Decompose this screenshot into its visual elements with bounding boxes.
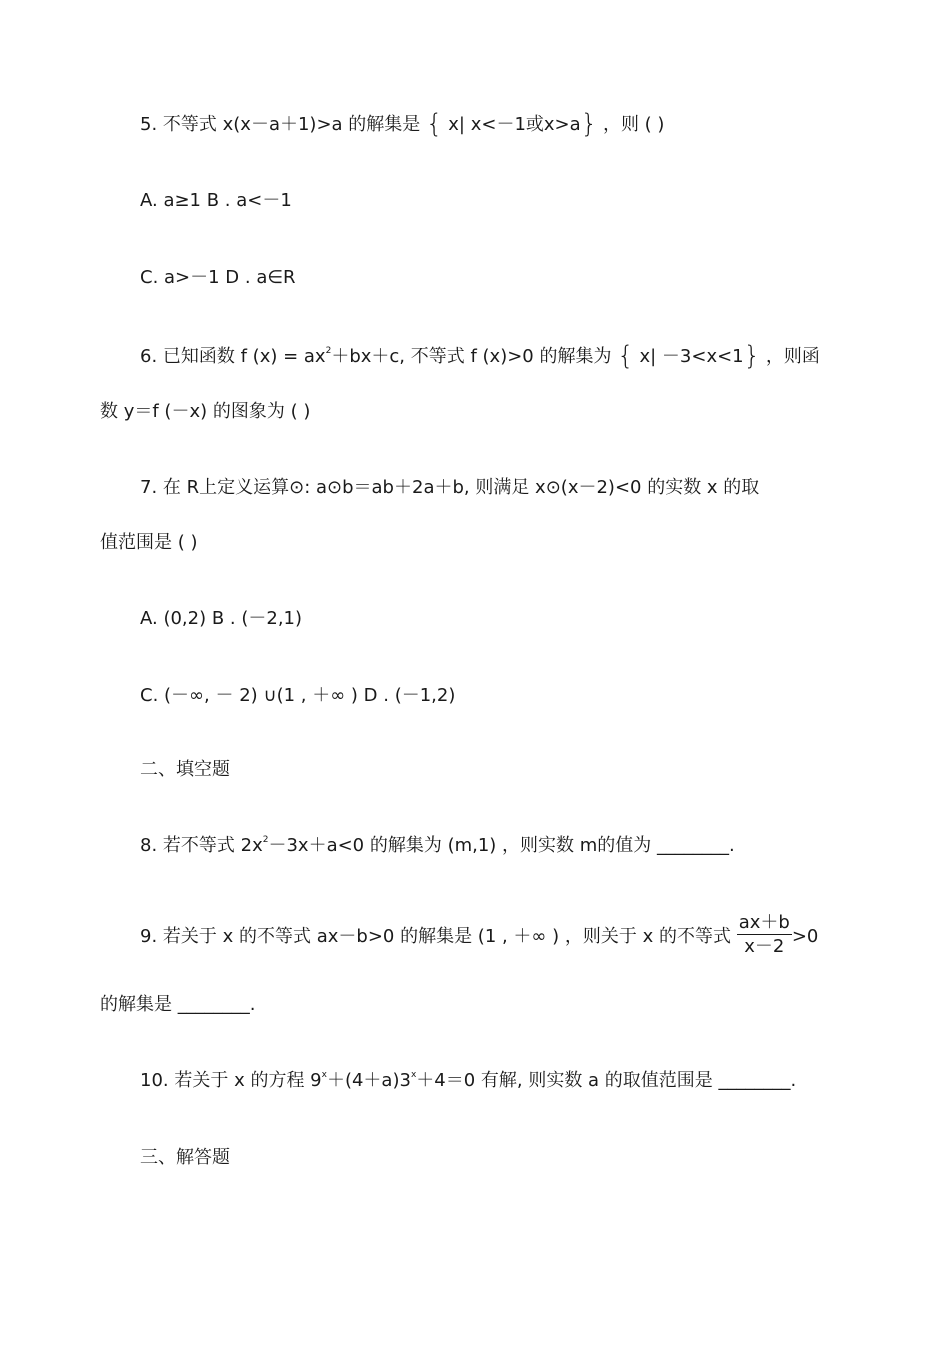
q9-stem: 9. 若关于 x 的不等式 ax－b>0 的解集是 (1 , ＋∞ ) ，则关于 x 的不等式 $\frac{ax+b}{x-2}$ >0 (140, 912, 819, 957)
q10-stem: 10. 若关于 x 的方程 $9^x+(4+a)3^x+4=0$ 有解, 则实数 a 的取值范围是 ________. (140, 1070, 797, 1091)
q5-stem: 5. 不等式 x(x－a＋1)>a 的解集是 { x| x<－1或x>a} ，则 ( ) (140, 109, 665, 139)
brace-open: { (426, 109, 443, 139)
section-heading-answer: 三、解答题 (140, 1147, 230, 1168)
q7-stem-line2: 值范围是 ( ) (100, 532, 198, 553)
q7-stem: 7. 在 R上定义运算⊙: a⊙b＝ab＋2a＋b, 则满足 x⊙(x－2)<0 的实数 x 的取 (140, 477, 760, 498)
brace-open: { (617, 341, 634, 371)
q7-options-ab: A. (0,2) B . (－2,1) (140, 608, 303, 629)
q7-options-cd: C. (－∞, － 2) ∪(1 , ＋∞ ) D . (－1,2) (140, 685, 456, 706)
q5-options-cd: C. a>－1 D . a∈R (140, 267, 296, 288)
q8-stem: 8. 若不等式 $2x^2-3x+a<0$ 的解集为 (m,1) ，则实数 m的值为 ________. (140, 835, 735, 856)
section-heading-fill-in: 二、填空题 (140, 759, 230, 780)
fraction (737, 913, 792, 957)
q9-stem-line2: 的解集是 ________. (100, 994, 256, 1015)
fraction-numerator: ax＋b (738, 912, 790, 933)
q5-options-ab: A. a≥1 B . a<－1 (140, 190, 292, 211)
fraction-denominator: x－2 (744, 936, 785, 957)
q6-stem: 6. 已知函数 f $(x) = ax^2+bx+c$, 不等式 f (x)>0 的解集为 { x| －3<x<1} ，则函 (140, 341, 820, 371)
brace-close: } (743, 341, 761, 371)
q6-stem-line2: 数 y＝f (－x) 的图象为 ( ) (100, 401, 311, 422)
brace-close: } (580, 109, 598, 139)
